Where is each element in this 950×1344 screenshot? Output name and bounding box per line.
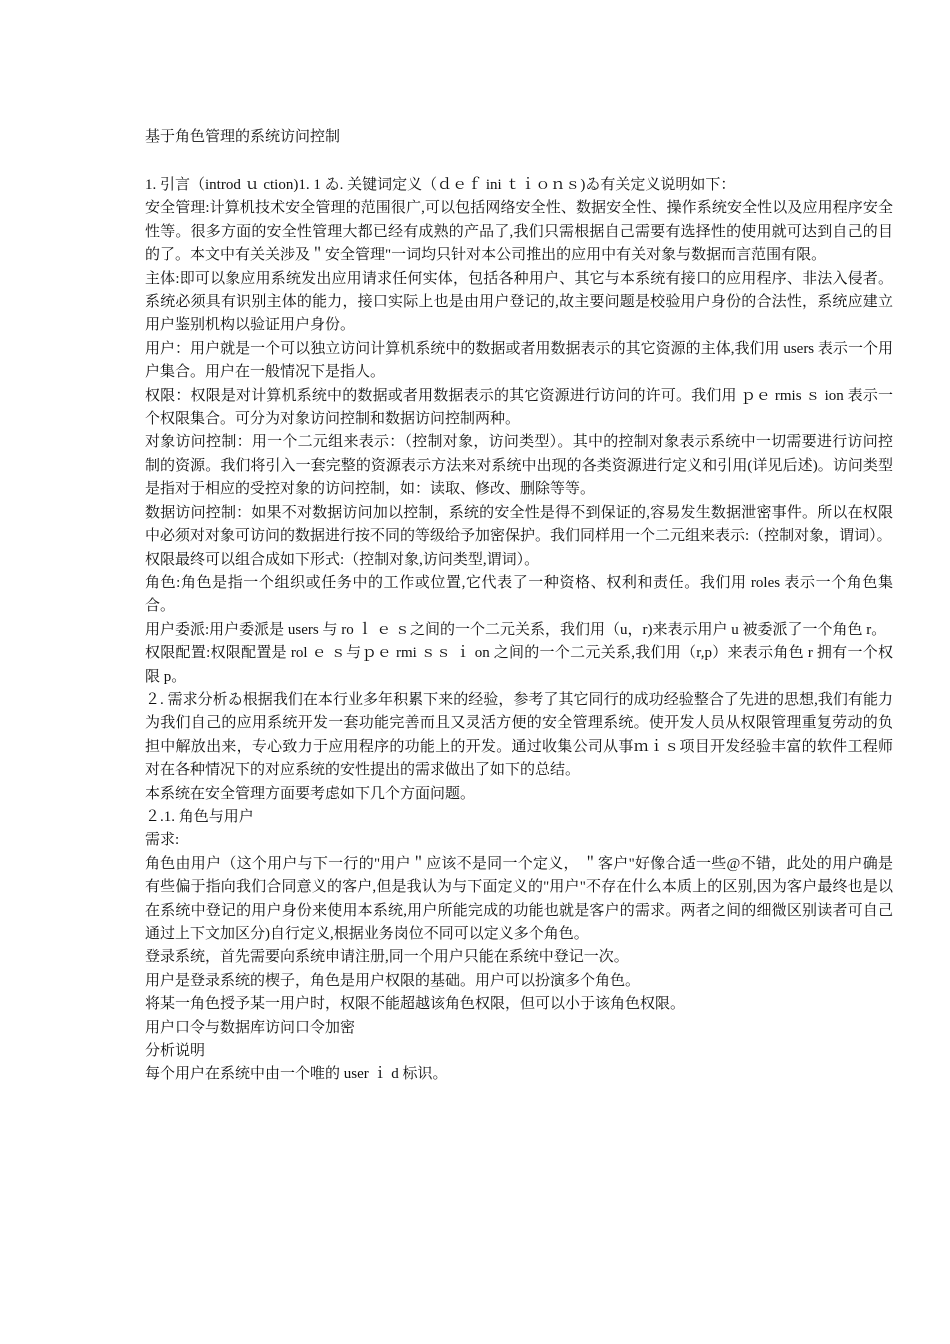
paragraph-subject: 主体:即可以象应用系统发出应用请求任何实体，包括各种用户、其它与本系统有接口的应用程序、非法入侵者。系统必须具有识别主体的能力，接口实际上也是由用户登记的,故主要问题是校验用户身份的合法性，系统应建立用户鉴别机构以验证用户身份。 [145, 270, 893, 334]
paragraph-user-role-basis: 用户是登录系统的楔子，角色是用户权限的基础。用户可以扮演多个角色。 [145, 972, 641, 989]
paragraph-role: 角色:角色是指一个组织或任务中的工作或位置,它代表了一种资格、权利和责任。我们用 roles 表示一个角色集合。 [145, 574, 893, 615]
paragraph-data-access-control: 数据访问控制：如果不对数据访问加以控制，系统的安全性是得不到保证的,容易发生数据泄密事件。所以在权限中必须对对象可访问的数据进行按不同的等级给予加密保护。我们同样用一个二元组来表示:（控制对象，谓词）。 [145, 504, 893, 545]
paragraph-user-id: 每个用户在系统中由一个唯的 user ｉ d 标识。 [145, 1066, 448, 1083]
label-requirements: 需求: [145, 832, 180, 849]
section-heading-roles-users: ２.1. 角色与用户 [145, 808, 254, 825]
label-analysis: 分析说明 [145, 1043, 206, 1060]
paragraph-user: 用户：用户就是一个可以独立访问计算机系统中的数据或者用数据表示的其它资源的主体,我们用 users 表示一个用户集合。用户在一般情况下是指人。 [145, 340, 893, 381]
paragraph-permission-assignment: 权限配置:权限配置是 rol ｅ ｓ与ｐｅ rmi ｓｓ ｉ on 之间的一个二元关系,我们用（r,p）来表示角色 r 拥有一个权限 p。 [145, 645, 893, 685]
paragraph-object-access-control: 对象访问控制：用一个二元组来表示：（控制对象，访问类型）。其中的控制对象表示系统中一切需要进行访问控制的资源。我们将引入一套完整的资源表示方法来对系统中出现的各类资源进行定义和引用(详见后述)。访问类型是指对于相应的受控对象的访问控制，如：读取、修改、删除等等。 [145, 434, 893, 498]
document-body [145, 174, 893, 1087]
paragraph-permission-form: 权限最终可以组合成如下形式:（控制对象,访问类型,谓词）。 [145, 551, 540, 568]
paragraph-role-definition: 角色由用户（这个用户与下一行的"用户＂应该不是同一个定义， ＂客户"好像合适一些@不错，此处的用户确是有些偏于指向我们合同意义的客户,但是我认为与下面定义的"用户"不存在什么本质上的区别,因为客户最终也是以在系统中登记的用户身份来使用本系统,用户所能完成的功能也就是客户的需求。两者之间的细微区别读者可自己通过上下文加区分)自行定义,根据业务岗位不同可以定义多个角色。 [145, 855, 893, 942]
paragraph-introduction: 1. 引言（introd ｕ ction)1. 1 ゐ. 关键词定义（ｄｅｆ ini ｔｉｏｎｓ)ゐ有关定义说明如下： [145, 177, 736, 193]
paragraph-requirements-analysis: ２. 需求分析ゐ根据我们在本行业多年积累下来的经验，参考了其它同行的成功经验整合了先进的思想,我们有能力为我们自己的应用系统开发一套功能完善而且又灵活方便的安全管理系统。使开发人员从权限管理重复劳动的负担中解放出来，专心致力于应用程序的功能上的开发。通过收集公司从事ｍｉｓ项目开发经验丰富的软件工程师对在各种情况下的对应系统的安性提出的需求做出了如下的总结。 [145, 691, 893, 779]
paragraph-grant-role: 将某一角色授予某一用户时，权限不能超越该角色权限，但可以小于该角色权限。 [145, 996, 686, 1013]
paragraph-permission: 权限：权限是对计算机系统中的数据或者用数据表示的其它资源进行访问的许可。我们用 ｐｅ rmis ｓ ion 表示一个权限集合。可分为对象访问控制和数据访问控制两种。 [145, 387, 893, 428]
document-title: 基于角色管理的系统访问控制 [145, 129, 341, 145]
paragraph-considerations: 本系统在安全管理方面要考虑如下几个方面问题。 [145, 785, 476, 802]
paragraph-login-registration: 登录系统，首先需要向系统申请注册,同一个用户只能在系统中登记一次。 [145, 949, 629, 966]
paragraph-user-assignment: 用户委派:用户委派是 users 与 ro ｌ ｅ ｓ之间的一个二元关系，我们用（u，r)来表示用户 u 被委派了一个角色 r。 [145, 621, 887, 638]
paragraph-password-encryption: 用户口令与数据库访问口令加密 [145, 1019, 356, 1036]
paragraph-security-management: 安全管理:计算机技术安全管理的范围很广,可以包括网络安全性、数据安全性、操作系统安全性以及应用程序安全性等。很多方面的安全性管理大都已经有成熟的产品了,我们只需根据自己需要有选择性的使用就可达到自己的目的了。本文中有关关涉及＂安全管理"一词均只针对本公司推出的应用中有关对象与数据而言范围有限。 [145, 200, 893, 264]
